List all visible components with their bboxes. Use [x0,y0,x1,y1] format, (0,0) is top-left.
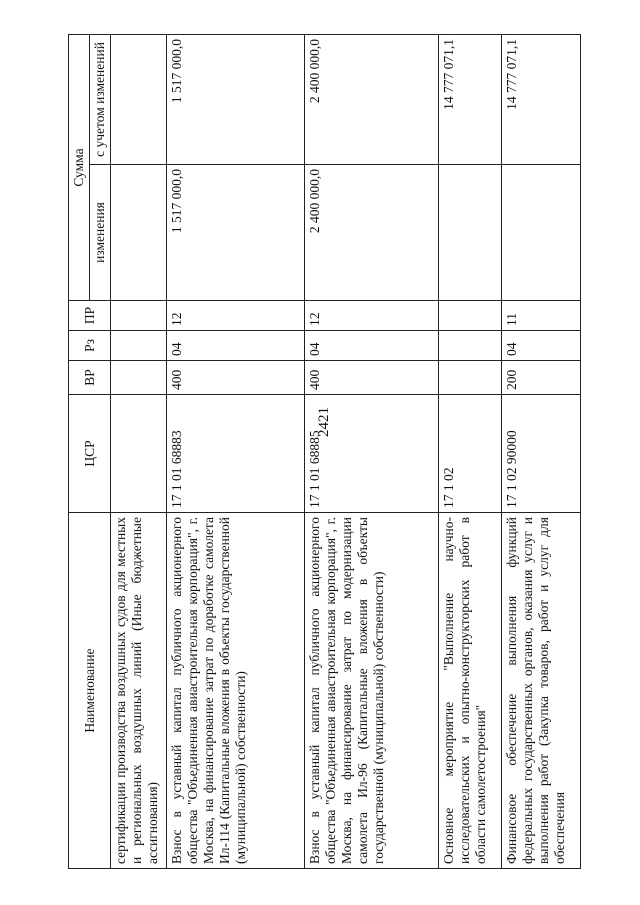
row-changes: 1 517 000,0 [166,165,304,301]
row-rz: 04 [305,331,439,361]
row-vr: 400 [166,361,304,395]
row-vr: 400 [305,361,439,395]
row-total [111,34,167,164]
row-rz [111,331,167,361]
row-total: 1 517 000,0 [166,34,304,164]
row-vr [439,361,501,395]
row-pr: 12 [305,301,439,331]
header-with-changes: с учетом изменений [90,34,111,164]
table-header [69,34,111,868]
row-total: 14 777 071,1 [501,34,580,164]
row-csr: 17 1 01 68883 [166,395,304,513]
row-pr: 12 [166,301,304,331]
row-rz [439,331,501,361]
row-csr [111,395,167,513]
row-changes [111,165,167,301]
row-csr: 17 1 01 68885 [305,395,439,513]
row-pr [111,301,167,331]
header-rz: Рз [69,331,111,361]
row-name: Финансовое обеспечение выполнения функций федеральных государственных органов, оказания услуг и выполнения работ (Закупка товаров, работ и услуг для обеспечения [501,513,580,869]
table-row [166,34,304,868]
row-rz: 04 [166,331,304,361]
row-changes [501,165,580,301]
header-changes: изменения [90,165,111,301]
table-row [501,34,580,868]
row-pr: 11 [501,301,580,331]
row-csr: 17 1 02 90000 [501,395,580,513]
header-csr: ЦСР [69,395,111,513]
row-name: Основное мероприятие "Выполнение научно-исследовательских и опытно-конструкторских работ в области самолетостроения" [439,513,501,869]
row-name: Взнос в уставный капитал публичного акционерного общества "Объединенная авиастроительная корпорация", г. Москва, на финансирование затрат по доработке самолета Ил-114 (Капитальные вложения в объекты государственной (муниципальной) собственности) [166,513,304,869]
header-pr: ПР [69,301,111,331]
row-pr [439,301,501,331]
row-vr: 200 [501,361,580,395]
row-total: 2 400 000,0 [305,34,439,164]
header-name: Наименование [69,513,111,869]
header-sum: Сумма [69,34,90,300]
table-row [439,34,501,868]
row-csr: 17 1 02 [439,395,501,513]
table-row [305,34,439,868]
budget-table [68,34,581,869]
row-changes [439,165,501,301]
row-vr [111,361,167,395]
row-name: Взнос в уставный капитал публичного акционерного общества "Объединенная авиастроительная корпорация", г. Москва, на финансирование затрат по модернизации самолета Ил-96 (Капитальные вложения в объекты государственной (муниципальной) собственности) [305,513,439,869]
row-name: сертификации производства воздушных судов для местных и региональных воздушных линий (Иные бюджетные ассигнования) [111,513,167,869]
rotated-table-wrapper [68,35,581,869]
row-changes: 2 400 000,0 [305,165,439,301]
table-row [111,34,167,868]
page-number: 2421 [316,407,332,437]
header-vr: ВР [69,361,111,395]
row-total: 14 777 071,1 [439,34,501,164]
row-rz: 04 [501,331,580,361]
